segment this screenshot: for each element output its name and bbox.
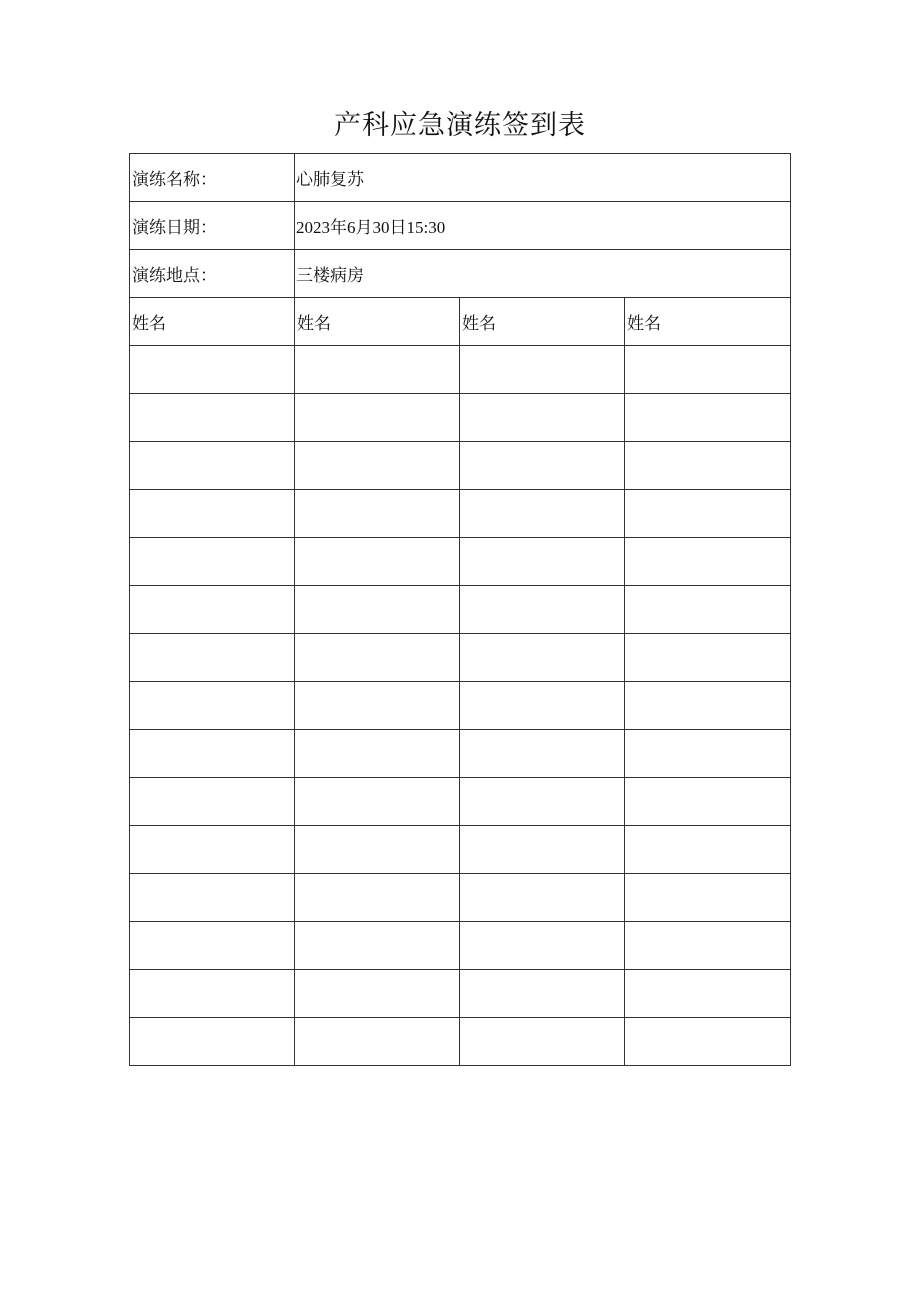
signin-cell[interactable] (295, 682, 460, 730)
drill-name-value: 心肺复苏 (295, 154, 791, 202)
signin-cell[interactable] (130, 826, 295, 874)
name-header-row (130, 298, 791, 346)
signin-row (130, 442, 791, 490)
signin-cell[interactable] (295, 442, 460, 490)
signin-row (130, 346, 791, 394)
signin-cell[interactable] (625, 346, 791, 394)
signin-cell[interactable] (625, 634, 791, 682)
signin-sheet (129, 153, 791, 1066)
signin-cell[interactable] (130, 970, 295, 1018)
signin-cell[interactable] (625, 1018, 791, 1066)
signin-cell[interactable] (460, 538, 625, 586)
signin-cell[interactable] (130, 394, 295, 442)
signin-row (130, 1018, 791, 1066)
signin-cell[interactable] (625, 490, 791, 538)
signin-cell[interactable] (625, 922, 791, 970)
signin-cell[interactable] (130, 778, 295, 826)
signin-cell[interactable] (295, 922, 460, 970)
drill-location-label: 演练地点： (130, 250, 295, 298)
drill-date-value: 2023年6月30日15:30 (295, 202, 791, 250)
signin-cell[interactable] (625, 442, 791, 490)
signin-cell[interactable] (625, 586, 791, 634)
signin-cell[interactable] (625, 682, 791, 730)
signin-cell[interactable] (130, 730, 295, 778)
signin-cell[interactable] (130, 538, 295, 586)
signin-cell[interactable] (130, 1018, 295, 1066)
signin-cell[interactable] (625, 730, 791, 778)
signin-row (130, 490, 791, 538)
signin-cell[interactable] (130, 922, 295, 970)
drill-date-label: 演练日期： (130, 202, 295, 250)
info-row-drill-location (130, 250, 791, 298)
signin-cell[interactable] (295, 730, 460, 778)
signin-cell[interactable] (625, 778, 791, 826)
signin-cell[interactable] (130, 634, 295, 682)
signin-row (130, 826, 791, 874)
signin-cell[interactable] (460, 874, 625, 922)
signin-row (130, 394, 791, 442)
signin-row (130, 922, 791, 970)
signin-cell[interactable] (295, 538, 460, 586)
signin-cell[interactable] (460, 490, 625, 538)
signin-row (130, 586, 791, 634)
name-header-cell: 姓名 (295, 298, 460, 346)
signin-cell[interactable] (460, 730, 625, 778)
signin-cell[interactable] (460, 586, 625, 634)
signin-row (130, 538, 791, 586)
drill-location-value: 三楼病房 (295, 250, 791, 298)
name-header-cell: 姓名 (460, 298, 625, 346)
signin-cell[interactable] (295, 874, 460, 922)
signin-cell[interactable] (295, 778, 460, 826)
signin-row (130, 634, 791, 682)
signin-row (130, 970, 791, 1018)
signin-cell[interactable] (295, 346, 460, 394)
signin-cell[interactable] (295, 634, 460, 682)
signin-cell[interactable] (130, 586, 295, 634)
signin-cell[interactable] (625, 874, 791, 922)
signin-cell[interactable] (625, 538, 791, 586)
signin-row (130, 730, 791, 778)
signin-cell[interactable] (460, 394, 625, 442)
signin-cell[interactable] (460, 778, 625, 826)
signin-row (130, 778, 791, 826)
signin-cell[interactable] (295, 970, 460, 1018)
signin-cell[interactable] (460, 970, 625, 1018)
signin-cell[interactable] (460, 1018, 625, 1066)
signin-cell[interactable] (130, 490, 295, 538)
signin-cell[interactable] (130, 442, 295, 490)
info-row-drill-name (130, 154, 791, 202)
signin-cell[interactable] (295, 490, 460, 538)
signin-cell[interactable] (295, 586, 460, 634)
signin-cell[interactable] (130, 346, 295, 394)
name-header-cell: 姓名 (130, 298, 295, 346)
signin-cell[interactable] (295, 1018, 460, 1066)
signin-cell[interactable] (130, 874, 295, 922)
signin-cell[interactable] (625, 394, 791, 442)
signin-cell[interactable] (460, 682, 625, 730)
signin-row (130, 874, 791, 922)
signin-cell[interactable] (295, 394, 460, 442)
signin-cell[interactable] (460, 826, 625, 874)
signin-cell[interactable] (460, 922, 625, 970)
signin-cell[interactable] (295, 826, 460, 874)
signin-cell[interactable] (460, 442, 625, 490)
signin-row (130, 682, 791, 730)
signin-cell[interactable] (460, 634, 625, 682)
page-title: 产科应急演练签到表 (334, 110, 586, 141)
signin-cell[interactable] (460, 346, 625, 394)
name-header-cell: 姓名 (625, 298, 791, 346)
info-row-drill-date (130, 202, 791, 250)
drill-name-label: 演练名称： (130, 154, 295, 202)
signin-cell[interactable] (130, 682, 295, 730)
signin-cell[interactable] (625, 826, 791, 874)
signin-cell[interactable] (625, 970, 791, 1018)
